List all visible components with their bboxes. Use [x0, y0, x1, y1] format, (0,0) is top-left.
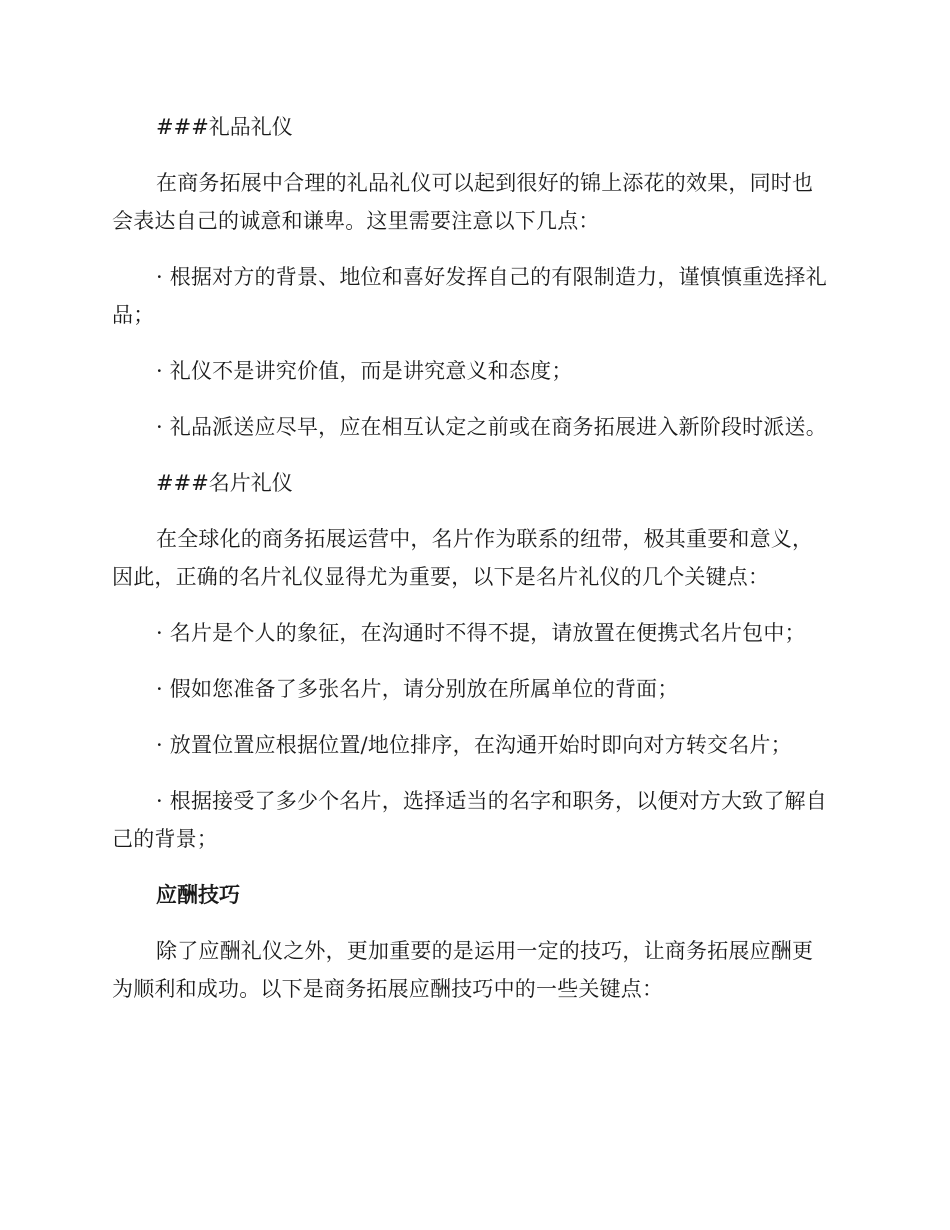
card-bullet-4: · 根据接受了多少个名片，选择适当的名字和职务，以便对方大致了解自己的背景；	[112, 789, 827, 851]
social-skills-heading: 应酬技巧	[156, 883, 240, 907]
gift-bullet-3: · 礼品派送应尽早，应在相互认定之前或在商务拓展进入新阶段时派送。	[156, 415, 827, 439]
gift-etiquette-intro: 在商务拓展中合理的礼品礼仪可以起到很好的锦上添花的效果，同时也会表达自己的诚意和谦卑。这里需要注意以下几点：	[112, 171, 814, 233]
gift-etiquette-heading: ###礼品礼仪	[156, 115, 293, 139]
gift-bullet-1: · 根据对方的背景、地位和喜好发挥自己的有限制造力，谨慎慎重选择礼品；	[112, 265, 827, 327]
card-bullet-3: · 放置位置应根据位置/地位排序，在沟通开始时即向对方转交名片；	[156, 733, 792, 757]
card-etiquette-heading: ###名片礼仪	[156, 471, 293, 495]
card-etiquette-intro: 在全球化的商务拓展运营中，名片作为联系的纽带，极其重要和意义，因此，正确的名片礼仪显得尤为重要，以下是名片礼仪的几个关键点：	[112, 527, 814, 589]
document-page	[112, 108, 832, 1008]
card-bullet-2: · 假如您准备了多张名片，请分别放在所属单位的背面；	[156, 677, 679, 701]
card-bullet-1: · 名片是个人的象征，在沟通时不得不提，请放置在便携式名片包中；	[156, 621, 806, 645]
gift-bullet-2: · 礼仪不是讲究价值，而是讲究意义和态度；	[156, 359, 573, 383]
social-skills-intro: 除了应酬礼仪之外，更加重要的是运用一定的技巧，让商务拓展应酬更为顺利和成功。以下是商务拓展应酬技巧中的一些关键点：	[112, 939, 814, 1001]
